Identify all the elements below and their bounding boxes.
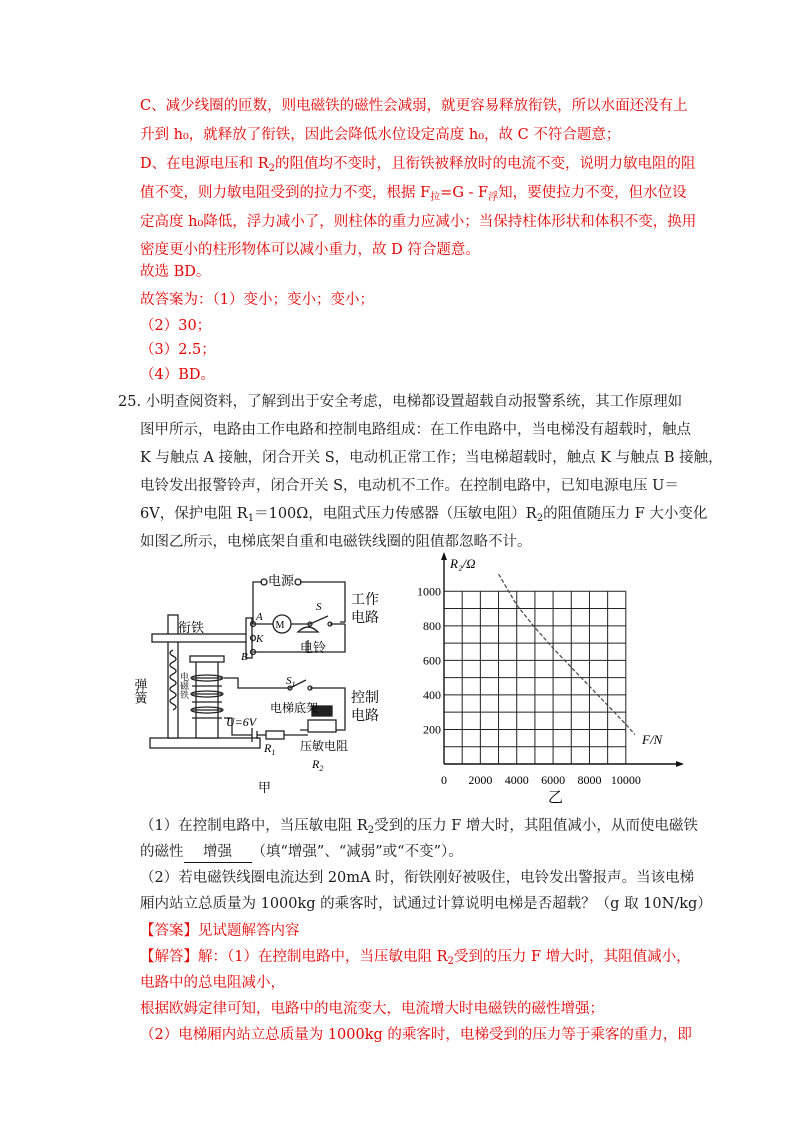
answer-line: 【答案】见试题解答内容 [140,923,300,939]
spring-label: 弹簧 [132,678,148,704]
solve-line1: 【解答】解：（1）在控制电路中，当压敏电阻 $R_2$受到的压力 F 增大时，其阻值减小， [140,949,691,967]
q1-line1: （1）在控制电路中，当压敏电阻 $R_2$受到的压力 F 增大时，其阻值减小，从而使电磁铁 [140,818,698,836]
q1-answer-blank: 增强 [184,842,252,863]
conclusion: 故选 BD。 [140,264,211,280]
contact-k-label: K [256,633,264,645]
analysis-c-line2: 升到 h₀，就释放了衔铁，因此会降低水位设定高度 h₀，故 C 不符合题意； [140,127,621,143]
q25-line2: 图甲所示，电路由工作电路和控制电路组成：在工作电路中，当电梯没有超载时，触点 [140,422,691,438]
q25-line1: 25. 小明查阅资料，了解到出于安全考虑，电梯都设置超载自动报警系统，其工作原理如 [118,394,683,410]
switch-s-label: S [316,601,322,613]
analysis-d-line1: D、在电源电压和 $R_2$的阻值均不变时，且衔铁被释放时的电流不变，说明力敏电阻的阻 [140,156,696,174]
solve-line2: 电路中的总电阻减小， [140,975,285,991]
analysis-c-line1: C、减少线圈的匝数，则电磁铁的磁性会减弱，就更容易释放衔铁，所以水面还没有上 [140,98,688,114]
y-axis-arrow [441,552,447,560]
r1-label: $R_1$ [264,741,276,757]
answer-3: （3）2.5； [140,342,216,358]
solve-line3: 根据欧姆定律可知，电路中的电流变大，电流增大时电磁铁的磁性增强； [140,1001,604,1017]
armature-label: 衔铁 [178,620,205,635]
contact-b-label: B [241,651,248,663]
answers-header: 故答案为：（1）变小；变小；变小； [140,292,374,308]
analysis-d-line4: 密度更小的柱形物体可以减小重力，故 D 符合题意。 [140,242,480,258]
analysis-d-line2: 值不变，则力敏电阻受到的拉力不变，根据 $F_拉=G - F_浮$知，要使拉力不变，但水位设 [140,185,687,203]
y-tick-label: 800 [423,618,441,633]
q25-line5: 6V，保护电阻 $R_1=100\Omega$，电阻式压力传感器（压敏电阻）$R_2$的阻值随压力 F 大小变化 [140,506,708,524]
analysis-d-line3: 定高度 h₀降低，浮力减小了，则柱体的重力应减小；当保持柱体形状和体积不变，换用 [140,214,697,230]
figure-jia-caption: 甲 [258,780,272,795]
answer-2: （2）30； [140,318,212,334]
switch-s1-label: $S_1$ [286,675,296,689]
work-label-2: 电路 [351,611,379,626]
y-tick-label: 600 [423,653,441,668]
x-axis-arrow [676,761,684,767]
y-tick-label: 200 [423,722,441,737]
y-tick-label: 400 [423,687,441,702]
contact-a-label: A [256,611,263,623]
answer-tag: 【答案】 [140,923,198,939]
x-tick-label: 2000 [468,773,493,787]
x-tick-label: 4000 [504,773,529,787]
work-label-1: 工作 [351,593,379,608]
chart-series [499,574,635,735]
r2-label: $R_2$ [312,757,324,773]
q2-line1: （2）若电磁铁线圈电流达到 20mA 时，衔铁刚好被吸住，电铃发出警报声。当该电梯 [140,870,695,886]
x-tick-label: 10000 [610,773,641,787]
resistance-force-chart [410,550,700,810]
circuit-diagram [132,560,410,800]
q25-line6: 如图乙所示，电梯底架自重和电磁铁线圈的阻值都忽略不计。 [140,534,532,550]
solve-line4: （2）电梯厢内站立总质量为 1000kg 的乘客时，电梯受到的压力等于乘客的重力，即 [140,1027,692,1043]
ctrl-label-1: 控制 [351,691,379,706]
q25-line3: K 与触点 A 接触，闭合开关 S，电动机正常工作；当电梯超载时，触点 K 与触点 B 接触， [140,450,723,466]
q25-line4: 电铃发出报警铃声，闭合开关 S，电动机不工作。在控制电路中，已知电源电压 U＝ [140,478,679,494]
q1-line2: 的磁性 增强 （填“增强”、“减弱”或“不变”）。 [140,842,463,863]
power-label: 电源 [268,573,295,588]
chart-xlabel: F/N [642,732,663,747]
series-line-0 [499,574,635,735]
piezo-label: 压敏电阻 [300,739,349,753]
ctrl-label-2: 电路 [351,709,379,724]
figure-yi-caption: 乙 [548,790,564,806]
electromagnet-label: 电磁铁 [179,672,189,699]
x-tick-label: 0 [441,773,447,787]
x-tick-label: 6000 [541,773,566,787]
y-tick-label: 1000 [417,584,441,599]
q2-line2: 厢内站立总质量为 1000kg 的乘客时，试通过计算说明电梯是否超载？（g 取 10N/kg） [140,896,712,912]
chassis-label: 电梯底架 [270,701,319,715]
motor-label: M [275,620,285,631]
bell-label: 电铃 [300,640,327,655]
solve-tag: 【解答】 [140,949,198,965]
chart-grid [444,591,626,764]
voltage-label: U=6V [226,715,257,729]
x-tick-label: 8000 [577,773,602,787]
answer-4: （4）BD。 [140,367,216,383]
chart-ylabel: R₂/Ω [450,556,476,571]
